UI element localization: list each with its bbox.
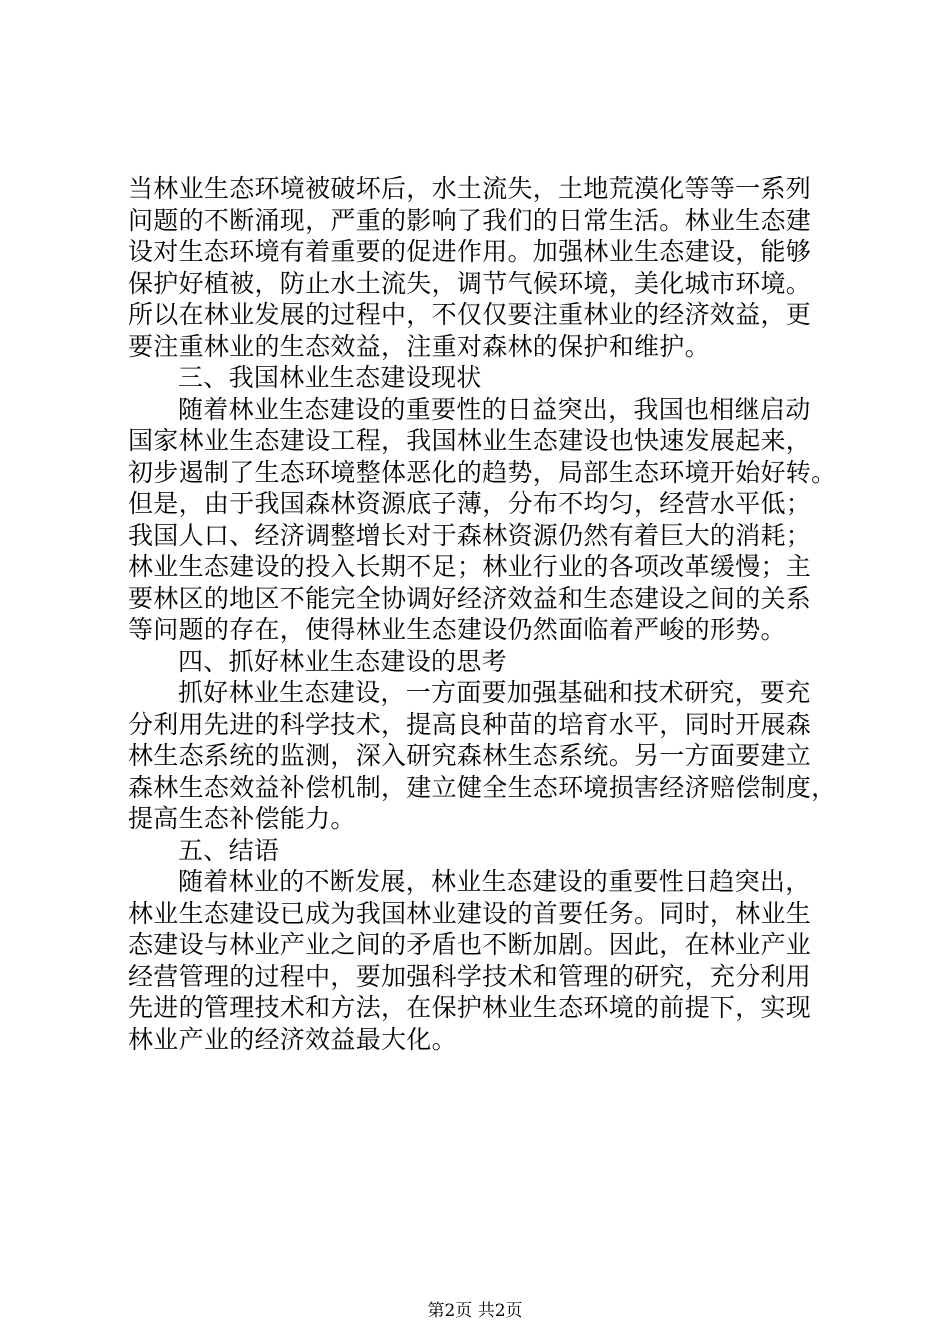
text-line: 态建设与林业产业之间的矛盾也不断加剧。因此，在林业产业: [128, 930, 812, 959]
text-line: 当林业生态环境被破坏后，水土流失，土地荒漠化等等一系列: [128, 174, 812, 203]
text-line: 随着林业生态建设的重要性的日益突出，我国也相继启动: [178, 394, 811, 424]
text-line: 先进的管理技术和方法，在保护林业生态环境的前提下，实现: [128, 993, 812, 1022]
text-line: 所以在林业发展的过程中，不仅仅要注重林业的经济效益，更: [128, 300, 812, 329]
text-line: 林业生态建设的投入长期不足；林业行业的各项改革缓慢；主: [128, 552, 812, 581]
text-line: 林生态系统的监测，深入研究森林生态系统。另一方面要建立: [128, 741, 812, 770]
document-body: [128, 173, 837, 1055]
text-line: 初步遏制了生态环境整体恶化的趋势，局部生态环境开始好转。: [128, 457, 837, 487]
text-line: 设对生态环境有着重要的促进作用。加强林业生态建设，能够: [128, 237, 812, 266]
text-line: 随着林业的不断发展，林业生态建设的重要性日趋突出，: [178, 867, 811, 896]
text-line: 三、我国林业生态建设现状: [178, 363, 482, 392]
text-line: 但是，由于我国森林资源底子薄，分布不均匀，经营水平低；: [128, 489, 812, 518]
text-line: 要林区的地区不能完全协调好经济效益和生态建设之间的关系: [128, 583, 812, 613]
text-line: 国家林业生态建设工程，我国林业生态建设也快速发展起来，: [128, 426, 812, 455]
text-line: 经营管理的过程中，要加强科学技术和管理的研究，充分利用: [128, 961, 812, 991]
text-line: 森林生态效益补偿机制，建立健全生态环境损害经济赔偿制度，: [128, 772, 837, 802]
text-line: 要注重林业的生态效益，注重对森林的保护和维护。: [128, 331, 710, 361]
text-line: 提高生态补偿能力。: [128, 804, 356, 833]
text-line: 五、结语: [178, 835, 280, 865]
text-line: 抓好林业生态建设，一方面要加强基础和技术研究，要充: [178, 678, 811, 707]
text-line: 四、抓好林业生态建设的思考: [178, 646, 507, 676]
text-line: 林业生态建设已成为我国林业建设的首要任务。同时，林业生: [128, 898, 812, 928]
page-footer: 第2页 共2页: [427, 1301, 523, 1321]
text-line: 林业产业的经济效益最大化。: [128, 1024, 457, 1054]
text-line: 分利用先进的科学技术，提高良种苗的培育水平，同时开展森: [128, 709, 812, 739]
text-line: 保护好植被，防止水土流失，调节气候环境，美化城市环境。: [128, 268, 812, 298]
text-line: 我国人口、经济调整增长对于森林资源仍然有着巨大的消耗；: [128, 520, 812, 550]
text-line: 等问题的存在，使得林业生态建设仍然面临着严峻的形势。: [128, 615, 786, 644]
text-line: 问题的不断涌现，严重的影响了我们的日常生活。林业生态建: [128, 205, 812, 235]
